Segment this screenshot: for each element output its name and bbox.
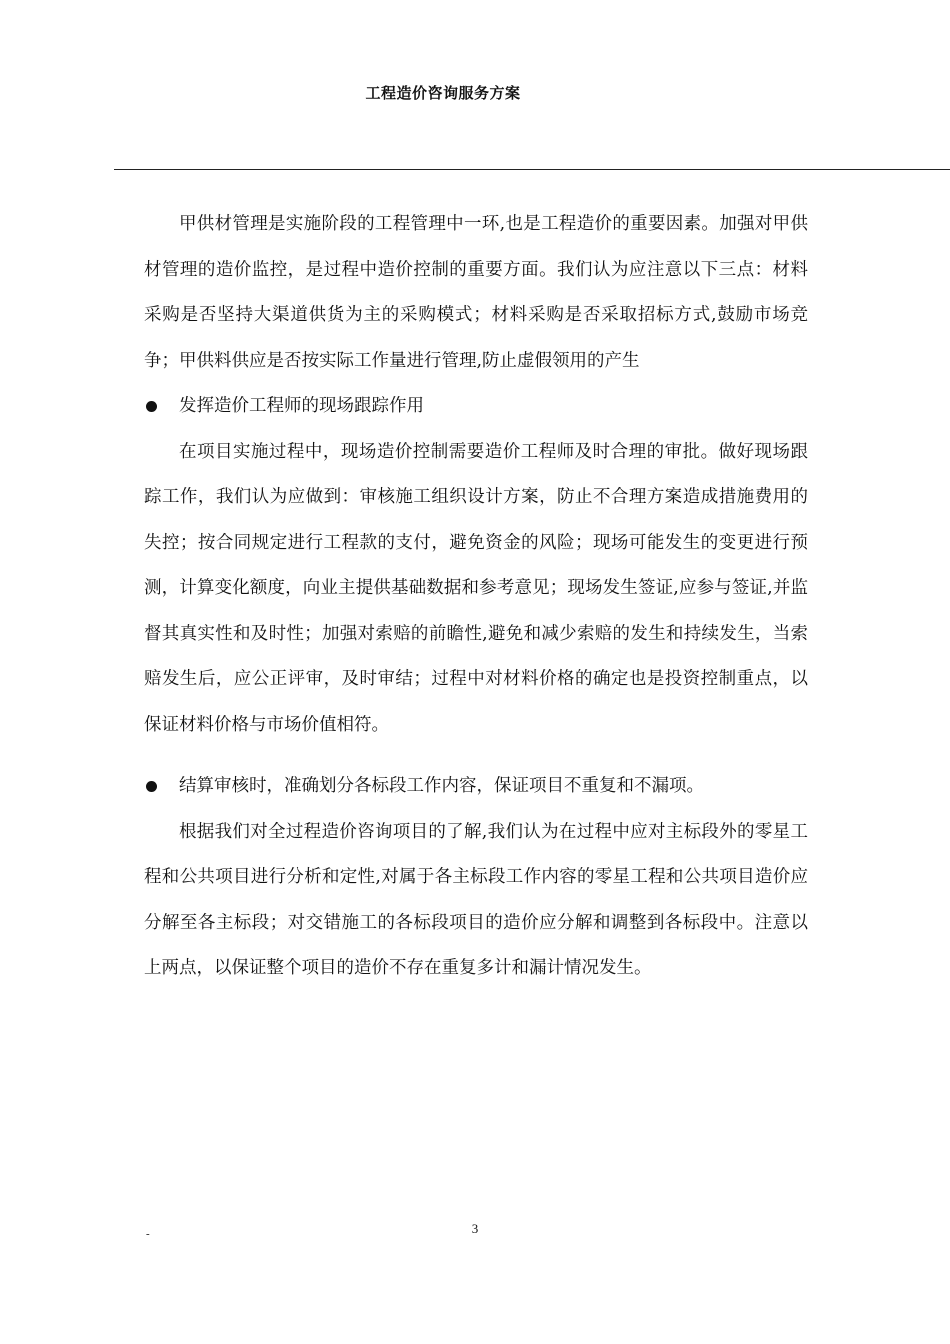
bullet-text: 发挥造价工程师的现场跟踪作用 — [179, 396, 424, 416]
paragraph-cost-allocation: 根据我们对全过程造价咨询项目的了解,我们认为在过程中应对主标段外的零星工程和公共项目进行分析和定性,对属于各主标段工作内容的零星工程和公共项目造价应分解至各主标段；对交错施工的各标段项目的造价应分解和调整到各标段中。注意以上两点，以保证整个项目的造价不存在重复多计和漏计情况发生。 — [144, 821, 808, 978]
bullet-text: 结算审核时，准确划分各标段工作内容，保证项目不重复和不漏项。 — [179, 776, 704, 796]
bullet-dot-icon — [146, 401, 157, 412]
paragraph-materials-management: 甲供材管理是实施阶段的工程管理中一环,也是工程造价的重要因素。加强对甲供材管理的造价监控，是过程中造价控制的重要方面。我们认为应注意以下三点：材料采购是否坚持大渠道供货为主的采购模式；材料采购是否采取招标方式,鼓励市场竞争；甲供料供应是否按实际工作量进行管理,防止虚假领用的产生 — [144, 214, 808, 371]
bullet-item-site-tracking — [144, 384, 808, 430]
document-body — [144, 202, 808, 992]
footer-mark: - — [146, 1228, 150, 1240]
bullet-item-settlement-review — [144, 764, 808, 810]
page-header-title: 工程造价咨询服务方案 — [365, 84, 521, 102]
bullet-dot-icon — [146, 781, 157, 792]
header-divider — [114, 169, 950, 170]
page-number: 3 — [471, 1221, 479, 1236]
paragraph-spacer — [144, 748, 808, 764]
paragraph-site-cost-control: 在项目实施过程中，现场造价控制需要造价工程师及时合理的审批。做好现场跟踪工作，我们认为应做到：审核施工组织设计方案，防止不合理方案造成措施费用的失控；按合同规定进行工程款的支付，避免资金的风险；现场可能发生的变更进行预测，计算变化额度，向业主提供基础数据和参考意见；现场发生签证,应参与签证,并监督其真实性和及时性；加强对索赔的前瞻性,避免和减少索赔的发生和持续发生，当索赔发生后，应公正评审，及时审结；过程中对材料价格的确定也是投资控制重点，以保证材料价格与市场价值相符。 — [144, 441, 808, 735]
